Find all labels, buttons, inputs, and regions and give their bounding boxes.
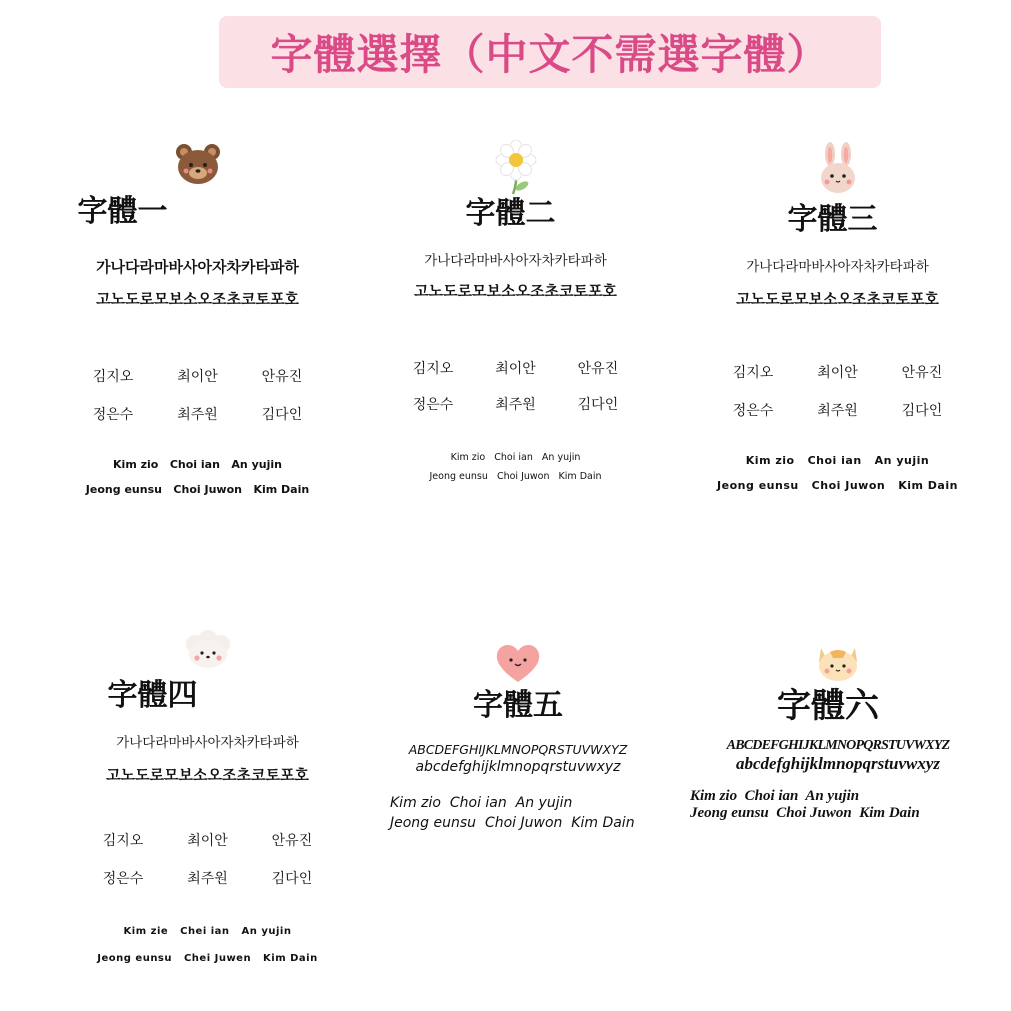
- font-3-roman-row-1: Kim zio Choi ian An yujin: [745, 454, 930, 467]
- font-option-1[interactable]: [40, 140, 355, 496]
- page-title: 字體選擇（中文不需選字體）: [270, 30, 830, 79]
- name-sample: 정은수: [412, 397, 454, 413]
- cat-face-icon: [813, 640, 863, 684]
- font-5-uppercase: ABCDEFGHIJKLMNOPQRSTUVWXYZ: [408, 742, 628, 757]
- page-title-banner: [219, 16, 881, 88]
- font-1-roman-row-2: Jeong eunsu Choi Juwon Kim Dain: [85, 483, 310, 496]
- font-4-hangul-row-2: 고노도로모보소오조초코토포호: [106, 766, 309, 784]
- font-6-lowercase: abcdefghijklmnopqrstuvwxyz: [735, 754, 940, 773]
- name-sample: 최이안: [187, 833, 228, 849]
- font-1-names-row-2: [40, 404, 355, 424]
- font-1-hangul-row-1: 가나다라마바사아자차카타파하: [96, 258, 299, 276]
- font-3-title: 字體三: [787, 202, 878, 237]
- font-3-roman-row-2: Jeong eunsu Choi Juwon Kim Dain: [717, 479, 958, 492]
- font-option-4[interactable]: [50, 628, 365, 964]
- font-2-hangul-row-1: 가나다라마바사아자차카타파하: [424, 253, 607, 269]
- font-5-lowercase: abcdefghijklmnopqrstuvwxyz: [415, 759, 621, 775]
- puppy-face-icon: [183, 628, 233, 672]
- font-option-6[interactable]: [678, 640, 998, 822]
- bunny-face-icon: [813, 140, 863, 196]
- name-sample: 최주원: [177, 407, 218, 423]
- name-sample: 최주원: [187, 871, 228, 887]
- font-5-title: 字體五: [473, 688, 563, 723]
- name-sample: 김다인: [901, 403, 943, 419]
- font-1-hangul-row-2: 고노도로모보소오조초코토포호: [96, 290, 299, 308]
- font-3-hangul-row-1: 가나다라마바사아자차카타파하: [746, 259, 929, 275]
- name-sample: 최주원: [495, 397, 536, 413]
- name-sample: 최이안: [177, 369, 218, 385]
- font-6-roman-row-2: Jeong eunsu Choi Juwon Kim Dain: [690, 805, 920, 821]
- font-6-title: 字體六: [777, 686, 879, 726]
- font-2-roman-row-1: Kim zio Choi ian An yujin: [450, 452, 581, 463]
- name-sample: 정은수: [732, 403, 774, 419]
- name-sample: 최주원: [817, 403, 858, 419]
- font-4-roman-row-2: Jeong eunsu Chei Juwen Kim Dain: [97, 953, 318, 964]
- name-sample: 김다인: [271, 871, 313, 887]
- name-sample: 정은수: [102, 871, 144, 887]
- font-2-names-row-2: [358, 394, 673, 414]
- font-6-roman-row-1: Kim zio Choi ian An yujin: [690, 788, 860, 804]
- bear-face-icon: [173, 140, 223, 188]
- font-2-names-row-1: [358, 358, 673, 378]
- font-5-roman-row-2: Jeong eunsu Choi Juwon Kim Dain: [390, 815, 635, 831]
- font-4-names-row-2: [50, 868, 365, 888]
- heart-face-icon: [492, 640, 544, 684]
- font-option-5[interactable]: [368, 640, 668, 831]
- font-3-names-row-1: [680, 362, 995, 382]
- font-5-roman-row-1: Kim zio Choi ian An yujin: [390, 795, 573, 811]
- font-4-roman-row-1: Kim zie Chei ian An yujin: [123, 926, 292, 937]
- font-4-title: 字體四: [107, 678, 198, 713]
- font-1-title: 字體一: [77, 194, 168, 229]
- font-2-title: 字體二: [465, 196, 556, 231]
- font-4-names-row-1: [50, 830, 365, 850]
- font-4-hangul-row-1: 가나다라마바사아자차카타파하: [116, 735, 299, 751]
- name-sample: 안유진: [271, 833, 313, 849]
- font-1-names-row-1: [40, 366, 355, 386]
- font-2-roman-row-2: Jeong eunsu Choi Juwon Kim Dain: [429, 471, 602, 482]
- name-sample: 김지오: [732, 365, 774, 381]
- name-sample: 최이안: [817, 365, 858, 381]
- font-1-roman-row-1: Kim zio Choi ian An yujin: [113, 458, 282, 471]
- font-2-hangul-row-2: 고노도로모보소오조초코토포호: [414, 282, 617, 300]
- name-sample: 안유진: [577, 361, 619, 377]
- name-sample: 김다인: [261, 407, 303, 423]
- font-3-hangul-row-2: 고노도로모보소오조초코토포호: [736, 290, 939, 308]
- font-option-2[interactable]: [358, 140, 673, 482]
- name-sample: 안유진: [261, 369, 303, 385]
- name-sample: 김지오: [102, 833, 144, 849]
- name-sample: 김지오: [92, 369, 134, 385]
- daisy-flower-icon: [491, 140, 541, 196]
- name-sample: 김다인: [577, 397, 619, 413]
- name-sample: 정은수: [92, 407, 134, 423]
- font-3-names-row-2: [680, 400, 995, 420]
- name-sample: 김지오: [412, 361, 454, 377]
- font-option-3[interactable]: [680, 140, 995, 492]
- name-sample: 안유진: [901, 365, 943, 381]
- font-6-uppercase: ABCDEFGHIJKLMNOPQRSTUVWXYZ: [726, 738, 950, 753]
- name-sample: 최이안: [495, 361, 536, 377]
